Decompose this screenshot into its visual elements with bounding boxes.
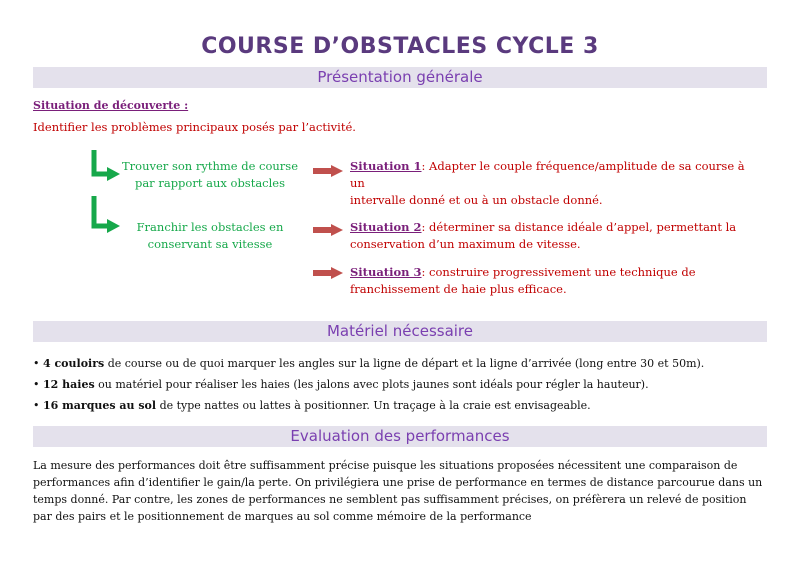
situation-3: Situation 3: construire progressivement une technique de franchissement de haie plus efficace. xyxy=(350,265,696,296)
list-item: • 16 marques au sol de type nattes ou lattes à positionner. Un traçage à la craie est envisageable. xyxy=(33,399,591,412)
list-item: • 4 couloirs de course ou de quoi marquer les angles sur la ligne de départ et la ligne d’arrivée (long entre 30 et 50m). xyxy=(33,357,705,370)
section-header-evaluation: Evaluation des performances xyxy=(33,426,767,447)
goal-speed: Franchir les obstacles en conservant sa vitesse xyxy=(136,220,284,251)
section-header-presentation: Présentation générale xyxy=(33,67,767,88)
situation-2: Situation 2: déterminer sa distance idéale d’appel, permettant la conservation d’un maximum de vitesse. xyxy=(350,220,737,251)
evaluation-paragraph: La mesure des performances doit être suffisamment précise puisque les situations proposées nécessitent une comparaison de performances afin d’identifier le gain/la perte. On privilégiera une prise de performance en termes de distance parcourue dans un temps donné. Par contre, les zones de performances ne semblent pas suffisamment précises, on préfèrera un relevé de position par des pairs et le positionnement de marques au sol comme mémoire de la performance xyxy=(33,459,763,523)
red-arrow-icon xyxy=(313,267,343,279)
list-item: • 12 haies ou matériel pour réaliser les haies (les jalons avec plots jaunes sont idéals pour régler la hauteur). xyxy=(33,378,649,391)
discovery-heading: Situation de découverte : xyxy=(33,99,189,112)
section-header-materiel: Matériel nécessaire xyxy=(33,321,767,342)
discovery-text: Identifier les problèmes principaux posés par l’activité. xyxy=(33,120,356,134)
situation-1: Situation 1: Adapter le couple fréquence/amplitude de sa course à un intervalle donné et ou à un obstacle donné. xyxy=(350,159,745,207)
red-arrow-icon xyxy=(313,224,343,236)
materials-list xyxy=(33,353,773,416)
red-arrow-icon xyxy=(313,165,343,177)
goal-rhythm: Trouver son rythme de course par rapport aux obstacles xyxy=(121,159,299,190)
page-title: COURSE D’OBSTACLES CYCLE 3 xyxy=(201,34,599,59)
